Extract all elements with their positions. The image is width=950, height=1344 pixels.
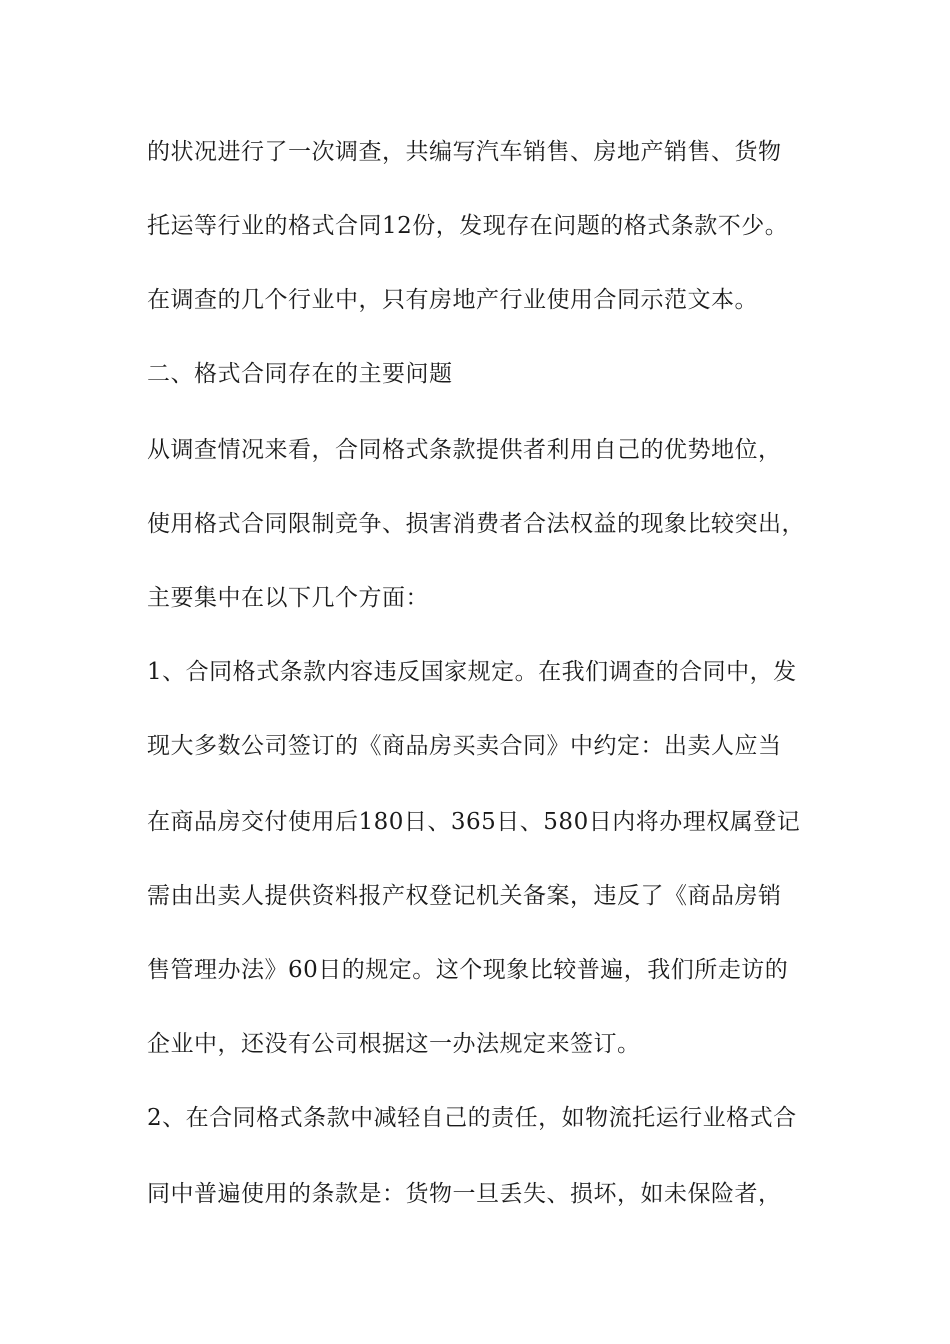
body-text-line: 同中普遍使用的条款是：货物一旦丢失、损坏，如未保险者， [147, 1181, 782, 1207]
body-text-line: 售管理办法》60日的规定。这个现象比较普遍，我们所走访的 [147, 957, 789, 983]
body-text-line: 在商品房交付使用后180日、365日、580日内将办理权属登记 [147, 809, 801, 835]
body-text-line: 从调查情况来看，合同格式条款提供者利用自己的优势地位， [147, 437, 782, 463]
section-heading: 二、格式合同存在的主要问题 [147, 361, 453, 387]
body-text-line: 2、在合同格式条款中减轻自己的责任，如物流托运行业格式合 [147, 1105, 797, 1131]
body-text-line: 需由出卖人提供资料报产权登记机关备案，违反了《商品房销 [147, 883, 782, 909]
body-text-line: 现大多数公司签订的《商品房买卖合同》中约定：出卖人应当 [147, 733, 782, 759]
body-text-line: 主要集中在以下几个方面： [147, 585, 429, 611]
body-text-line: 1、合同格式条款内容违反国家规定。在我们调查的合同中，发 [147, 659, 797, 685]
body-text-line: 企业中，还没有公司根据这一办法规定来签订。 [147, 1031, 641, 1057]
body-text-line: 的状况进行了一次调查，共编写汽车销售、房地产销售、货物 [147, 139, 782, 165]
body-text-line: 使用格式合同限制竞争、损害消费者合法权益的现象比较突出， [147, 511, 805, 537]
body-text-line: 托运等行业的格式合同12份，发现存在问题的格式条款不少。 [147, 213, 789, 239]
body-text-line: 在调查的几个行业中，只有房地产行业使用合同示范文本。 [147, 287, 758, 313]
